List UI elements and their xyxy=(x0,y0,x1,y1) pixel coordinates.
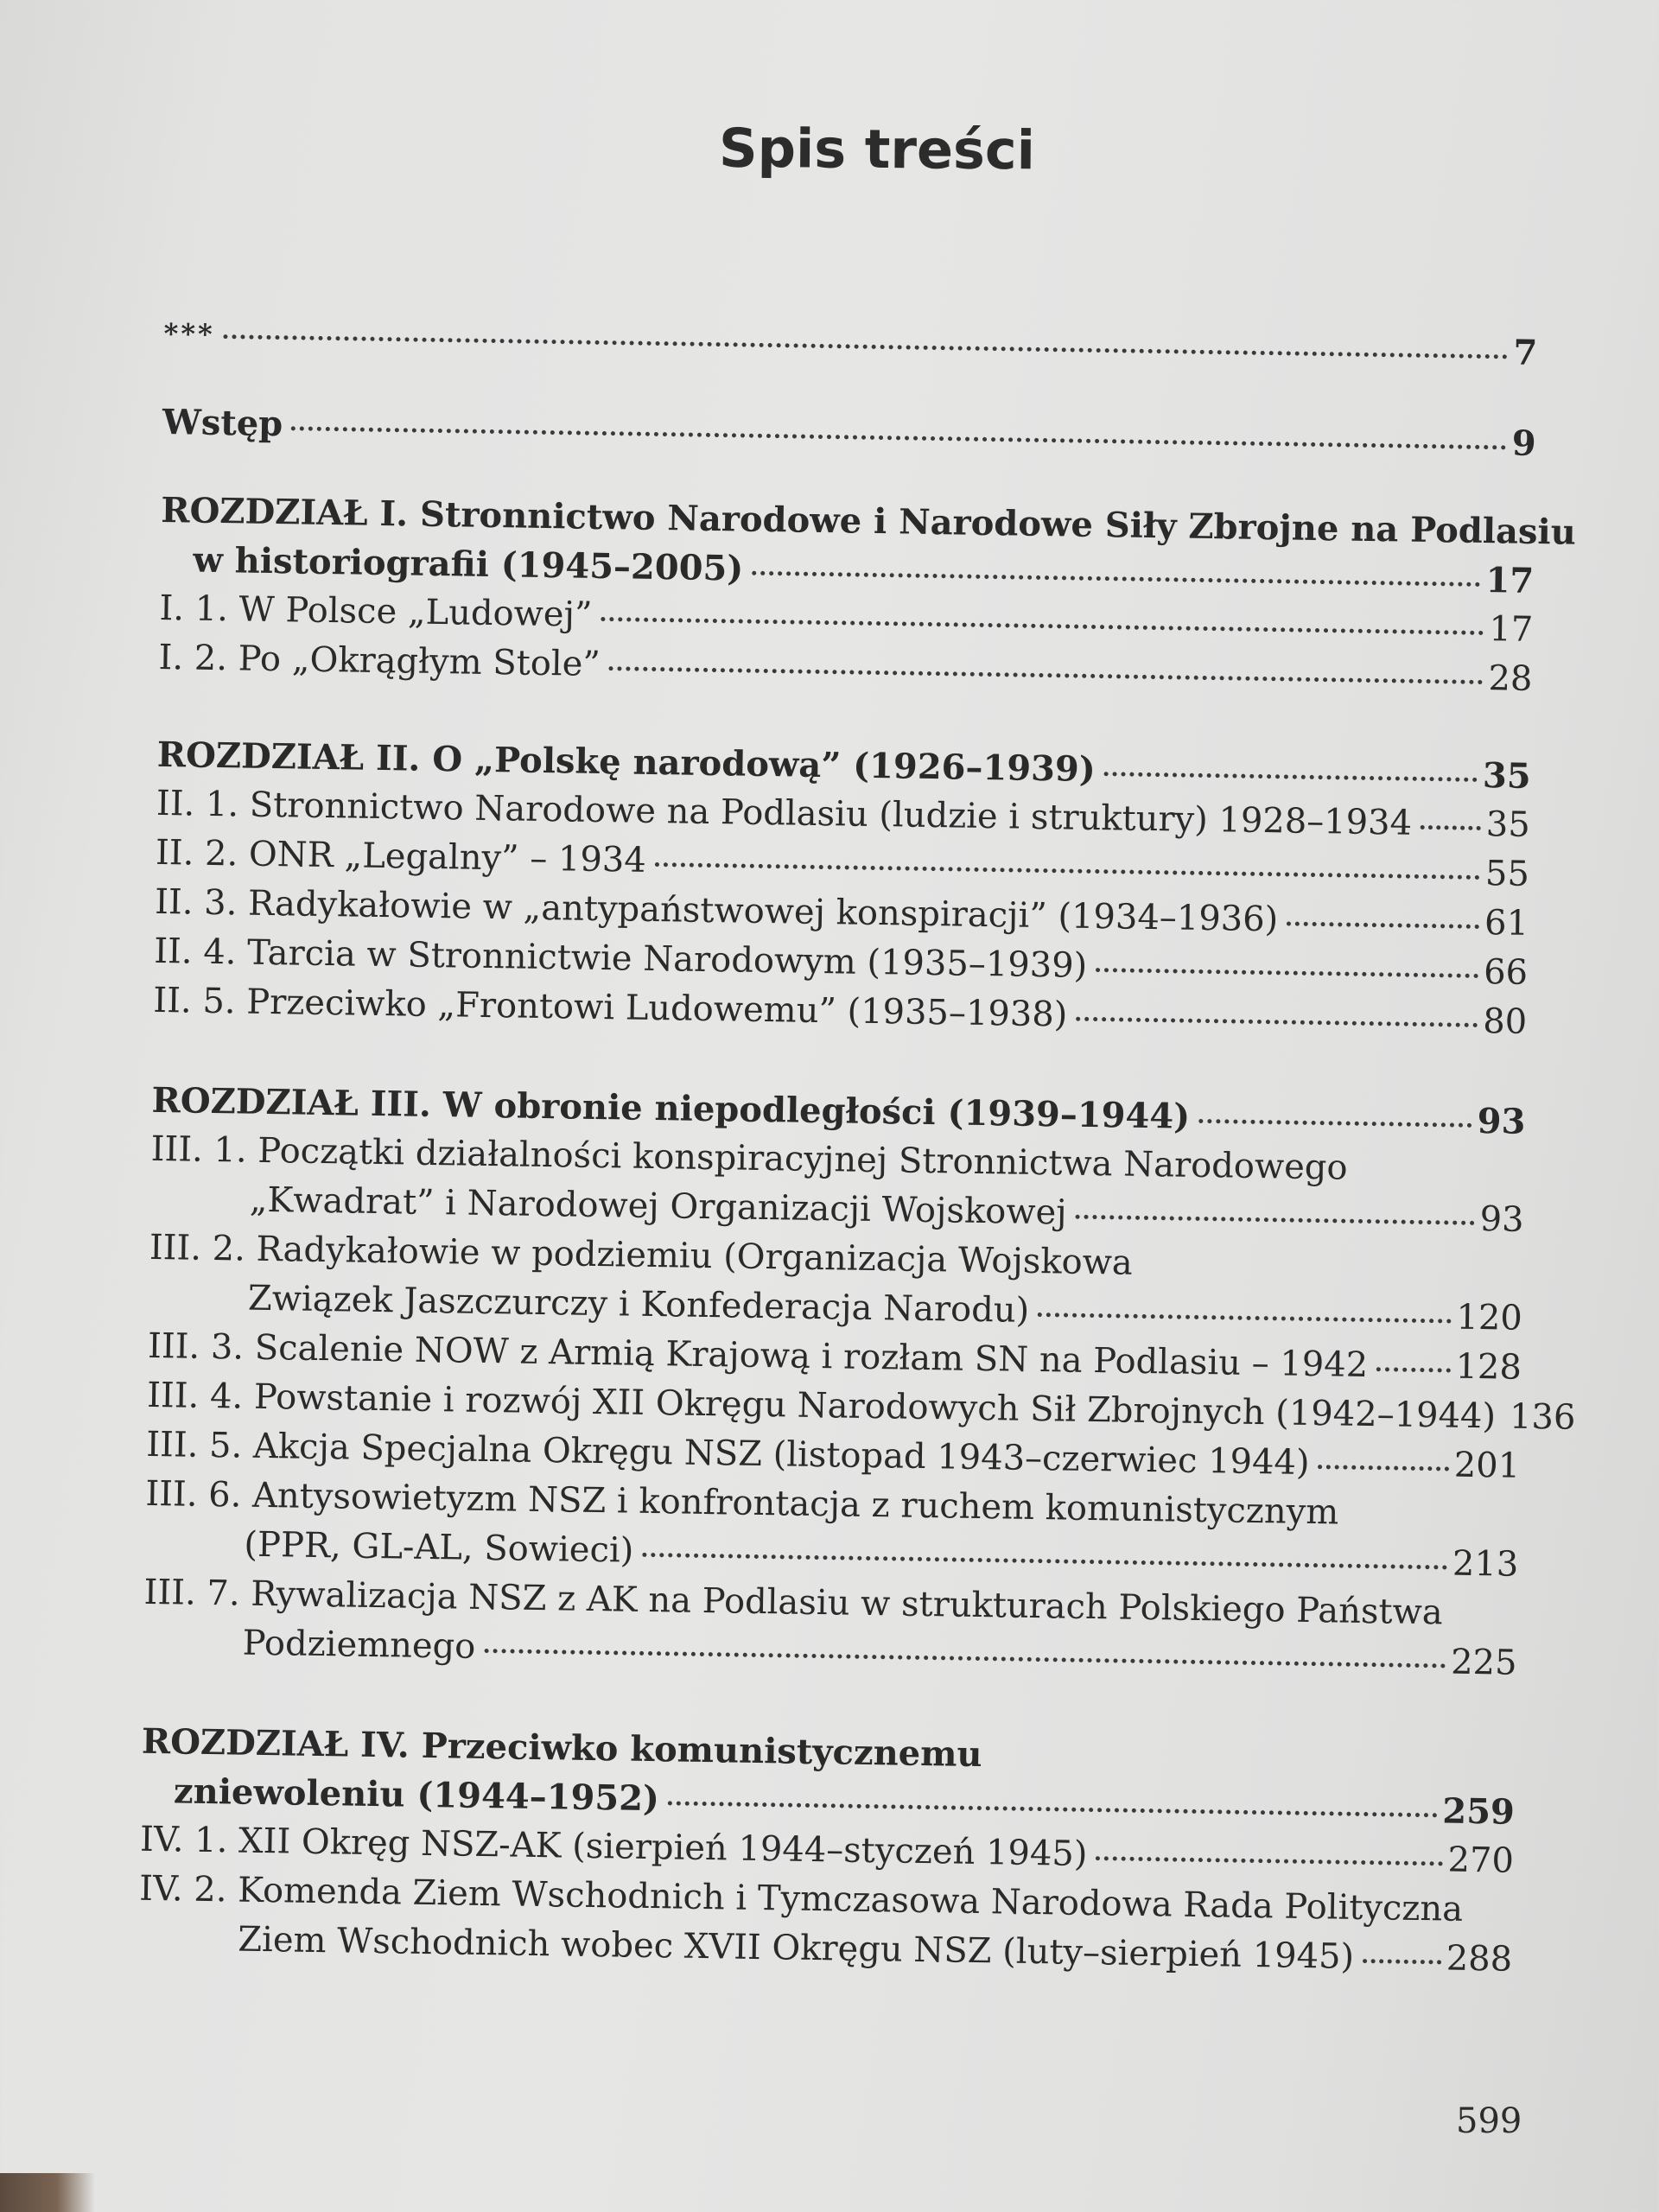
toc-entry-label: II. 4. Tarcia w Stronnictwie Narodowym (1935–1939) xyxy=(153,931,1088,986)
toc-entry-label: „Kwadrat” i Narodowej Organizacji Wojskowej xyxy=(249,1179,1068,1233)
toc-entry-label: (PPR, GL-AL, Sowieci) xyxy=(244,1524,634,1571)
leader-dots xyxy=(291,426,1507,449)
leader-dots xyxy=(1104,772,1478,782)
toc-subentry-line: III. 2. Radykałowie w podziemiu (Organizacja Wojskowa xyxy=(149,1227,1134,1283)
toc-entry-page: 35 xyxy=(1482,755,1532,797)
table-of-contents xyxy=(138,307,1577,1985)
leader-dots xyxy=(655,862,1480,880)
toc-entry-page: 7 xyxy=(1513,332,1538,373)
leader-dots xyxy=(1318,1465,1448,1471)
leader-dots xyxy=(642,1553,1447,1570)
toc-subentry-line: III. 1. Początki działalności konspiracyjnej Stronnictwa Narodowego xyxy=(150,1128,1348,1188)
leader-dots xyxy=(668,1801,1437,1817)
toc-entry-page: 288 xyxy=(1446,1938,1513,1980)
toc-entry-label: *** xyxy=(163,316,216,351)
toc-entry-page: 93 xyxy=(1477,1100,1526,1142)
leader-dots xyxy=(1376,1367,1450,1372)
leader-dots xyxy=(1421,825,1481,830)
toc-entry-label: I. 1. W Polsce „Ludowej” xyxy=(159,588,593,635)
toc-entry-label: III. 4. Powstanie i rozwój XII Okręgu Narodowych Sił Zbrojnych (1942–1944) xyxy=(146,1375,1497,1437)
toc-entry-page: 213 xyxy=(1452,1543,1519,1585)
toc-entry-label: III. 5. Akcja Specjalna Okręgu NSZ (listopad 1943–czerwiec 1944) xyxy=(145,1424,1310,1483)
toc-entry-label: zniewoleniu (1944–1952) xyxy=(173,1770,660,1820)
leader-dots xyxy=(752,571,1480,587)
toc-entry-label: ROZDZIAŁ II. O „Polskę narodową” (1926–1939) xyxy=(156,734,1096,790)
toc-entry-page: 17 xyxy=(1485,560,1535,601)
toc-entry-label: w historiografii (1945–2005) xyxy=(193,539,744,589)
toc-entry-page: 28 xyxy=(1488,658,1533,699)
toc-entry-label: II. 2. ONR „Legalny” – 1934 xyxy=(155,832,647,880)
toc-entry-page: 120 xyxy=(1456,1297,1523,1338)
leader-dots xyxy=(1096,968,1478,978)
toc-entry-page: 128 xyxy=(1455,1346,1522,1388)
toc-entry-label: IV. 1. XII Okręg NSZ-AK (sierpień 1944–styczeń 1945) xyxy=(139,1819,1088,1875)
toc-entry-page: 17 xyxy=(1489,609,1534,650)
toc-subentry-line: III. 6. Antysowietyzm NSZ i konfrontacja z ruchem komunistycznym xyxy=(145,1473,1339,1533)
toc-subentry-line: III. 7. Rywalizacja NSZ z AK na Podlasiu w strukturach Polskiego Państwa xyxy=(143,1572,1443,1633)
page-number: 599 xyxy=(1456,2101,1522,2141)
toc-entry-page: 80 xyxy=(1482,1001,1528,1042)
leader-dots xyxy=(224,334,1509,359)
toc-entry-label: I. 2. Po „Okrągłym Stole” xyxy=(158,637,601,684)
toc-entry-page: 225 xyxy=(1450,1642,1517,1683)
toc-entry-label: II. 5. Przeciwko „Frontowi Ludowemu” (1935–1938) xyxy=(153,980,1068,1035)
leader-dots xyxy=(601,617,1484,635)
toc-entry-page: 201 xyxy=(1453,1445,1521,1486)
toc-subentry-line: IV. 2. Komenda Ziem Wschodnich i Tymczasowa Narodowa Rada Polityczna xyxy=(138,1868,1464,1929)
leader-dots xyxy=(1038,1313,1451,1324)
toc-entry-page: 9 xyxy=(1511,423,1537,464)
leader-dots xyxy=(1198,1119,1472,1128)
leader-dots xyxy=(1096,1856,1442,1866)
toc-entry-label: ROZDZIAŁ III. W obronie niepodległości (1939–1944) xyxy=(151,1079,1191,1137)
leader-dots xyxy=(1076,1215,1475,1225)
toc-entry-label: Podziemnego xyxy=(242,1623,476,1667)
leader-dots xyxy=(1076,1017,1478,1027)
leader-dots xyxy=(484,1649,1446,1668)
toc-entry-label: III. 3. Scalenie NOW z Armią Krajową i rozłam SN na Podlasiu – 1942 xyxy=(147,1325,1369,1386)
toc-entry-page: 259 xyxy=(1441,1790,1516,1833)
page-title: Spis treści xyxy=(718,116,1036,182)
book-cover-edge xyxy=(0,2173,95,2212)
toc-entry-label: Wstęp xyxy=(162,401,283,445)
toc-entry-page: 270 xyxy=(1447,1840,1515,1881)
toc-entry-page: 136 xyxy=(1509,1396,1576,1438)
toc-entry-label: II. 1. Stronnictwo Narodowe na Podlasiu (ludzie i struktury) 1928–1934 xyxy=(156,783,1413,843)
toc-entry-label: II. 3. Radykałowie w „antypaństwowej konspiracji” (1934–1936) xyxy=(154,881,1279,940)
toc-entry-page: 61 xyxy=(1484,903,1529,944)
chapter-heading: ROZDZIAŁ I. Stronnictwo Narodowe i Narodowe Siły Zbrojne na Podlasiu xyxy=(160,489,1577,553)
toc-entry-page: 55 xyxy=(1484,854,1530,894)
chapter-heading: ROZDZIAŁ IV. Przeciwko komunistycznemu xyxy=(141,1720,982,1776)
leader-dots xyxy=(609,666,1484,684)
toc-entry-page: 35 xyxy=(1485,804,1531,845)
leader-dots xyxy=(1363,1959,1441,1964)
toc-entry-page: 66 xyxy=(1483,952,1529,993)
toc-entry-page: 93 xyxy=(1479,1199,1524,1240)
toc-entry-label: Związek Jaszczurczy i Konfederacja Narodu) xyxy=(247,1278,1030,1331)
leader-dots xyxy=(1287,921,1479,929)
toc-entry-label: Ziem Wschodnich wobec XVII Okręgu NSZ (luty–sierpień 1945) xyxy=(237,1919,1355,1977)
